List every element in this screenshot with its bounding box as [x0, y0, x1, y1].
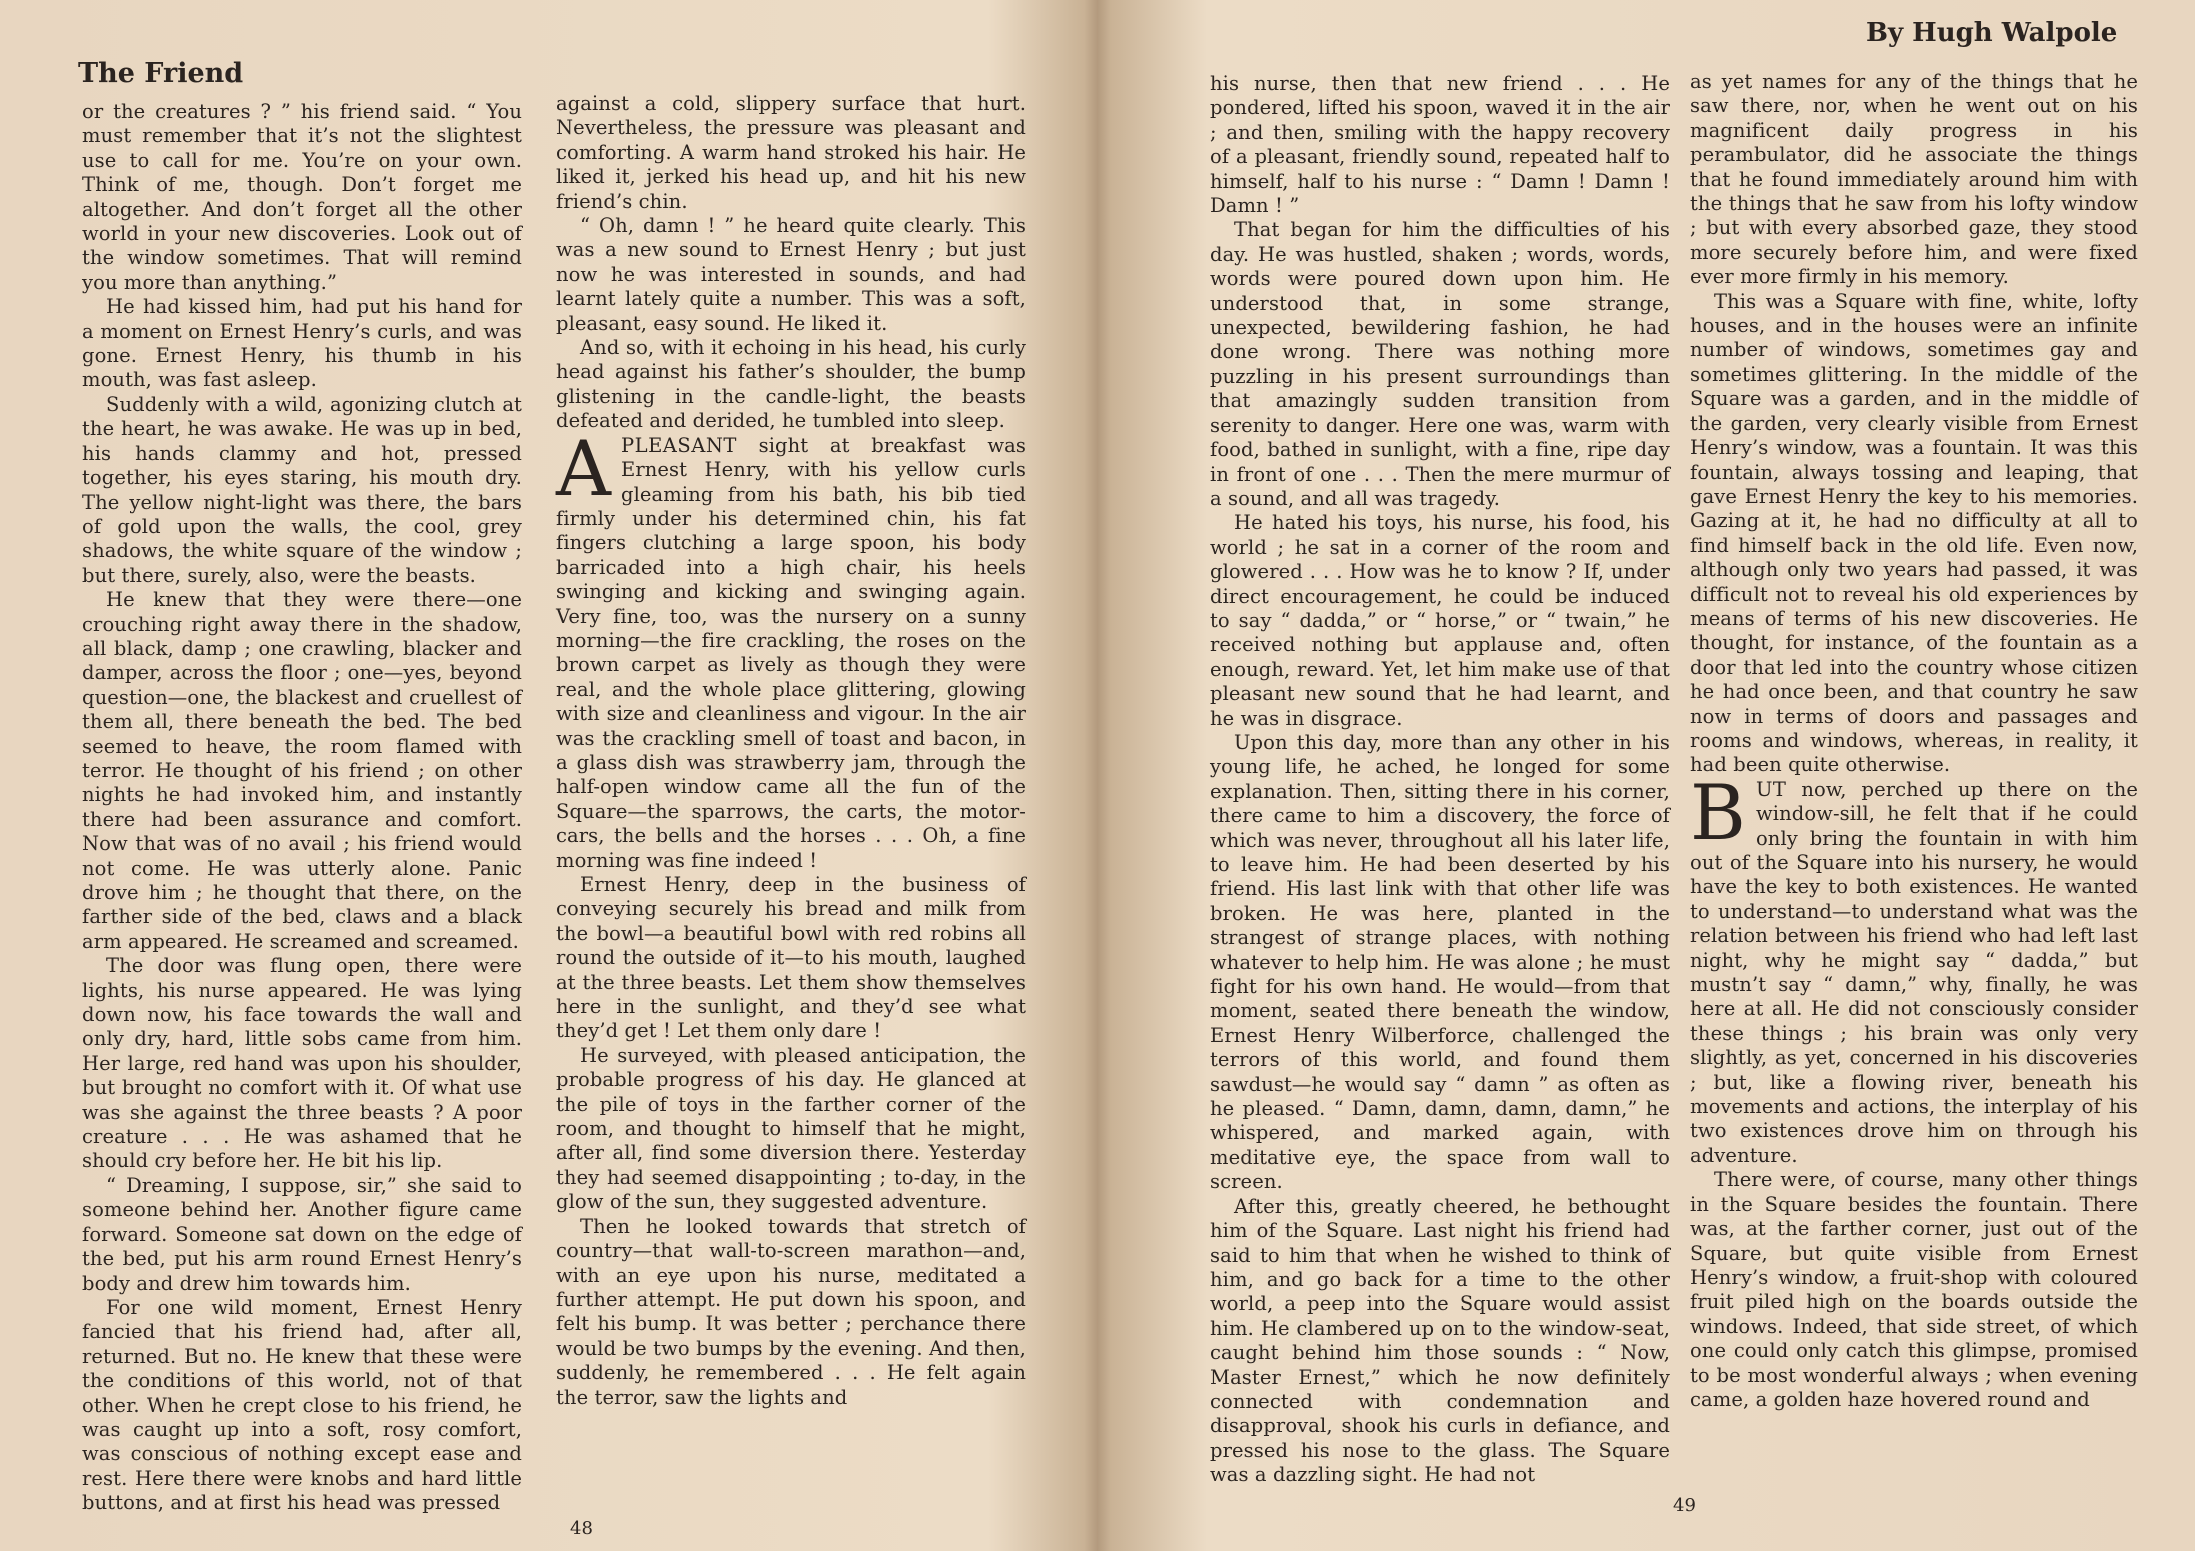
paragraph-text: now, perched up there on the window-sill, he felt that if he could only bring the fountain in with him out of the Square into his nursery, he would have the key to both existences. He wanted to understand—to understand what was the relation between his friend who had left last night, why he might say “ dadda,” but mustn’t say “ damn,” why, finally, he was here at all. He did not consciously consider these things ; his brain was only very slightly, as yet, concerned in his discoveries ; but, like a flowing river, beneath his movements and actions, the interplay of his two existences drove him on through his adventure.: [1690, 777, 2138, 1167]
paragraph: After this, greatly cheered, he bethought him of the Square. Last night his friend had said to him that when he wished to think of him, and go back for a time to the other world, a peep into the Square would assist him. He clambered up on to the window-seat, caught behind him those sounds : “ Now, Master Ernest,” which he now definitely connected with condemnation and disapproval, shook his curls in defiance, and pressed his nose to the glass. The Square was a dazzling sight. He had not: [1210, 1194, 1670, 1487]
left-column-1: [82, 100, 522, 1516]
paragraph: Then he looked towards that stretch of country—that wall-to-screen marathon—and, with an eye upon his nurse, meditated a further attempt. He put down his spoon, and felt his bump. It was better ; perchance there would be two bumps by the evening. And then, suddenly, he remembered . . . He felt again the terror, saw the lights and: [556, 1214, 1026, 1409]
paragraph-text: sight at breakfast was Ernest Henry, with his yellow curls gleaming from his bath, his bib tied firmly under his determined chin, his fat fingers clutching a large spoon, his body barricaded into a high chair, his heels swinging and kicking and swinging again. Very fine, too, was the nursery on a sunny morning—the fire crackling, the roses on the brown carpet as lively as though they were real, and the whole place glittering, glowing with size and cleanliness and vigour. In the air was the crackling smell of toast and bacon, in a glass dish was strawberry jam, through the half-open window came all the fun of the Square—the sparrows, the carts, the motor-cars, the bells and the horses . . . Oh, a fine morning was fine indeed !: [556, 433, 1026, 872]
paragraph: This was a Square with fine, white, lofty houses, and in the houses were an infinite number of windows, sometimes gay and sometimes glittering. In the middle of the Square was a garden, and in the middle of the garden, very clearly visible from Ernest Henry’s window, was a fountain. It was this fountain, always tossing and leaping, that gave Ernest Henry the key to his memories. Gazing at it, he had no difficulty at all to find himself back in the old life. Even now, although only two years had passed, it was difficult not to reveal his old experiences by means of terms of his new discoveries. He thought, for instance, of the fountain as a door that led into the country whose citizen he had once been, and that country he saw now in terms of doors and passages and rooms and windows, whereas, in reality, it had been quite otherwise.: [1690, 289, 2138, 777]
paragraph: Suddenly with a wild, agonizing clutch at the heart, he was awake. He was up in bed, his hands clammy and hot, pressed together, his eyes staring, his mouth dry. The yellow night-light was there, the bars of gold upon the walls, the cool, grey shadows, the white square of the window ; but there, surely, also, were the beasts.: [82, 392, 522, 587]
page-number: 49: [1673, 1495, 1696, 1516]
paragraph: For one wild moment, Ernest Henry fancied that his friend had, after all, returned. But no. He knew that these were the conditions of this world, not of that other. When he crept close to his friend, he was caught up into a soft, rosy comfort, was conscious of nothing except ease and rest. Here there were knobs and hard little buttons, and at first his head was pressed: [82, 1295, 522, 1515]
page-running-head: By Hugh Walpole: [1866, 18, 2118, 48]
paragraph: “ Oh, damn ! ” he heard quite clearly. This was a new sound to Ernest Henry ; but just now he was interested in sounds, and had learnt lately quite a number. This was a soft, pleasant, easy sound. He liked it.: [556, 214, 1026, 335]
small-caps-lead: PLEASANT: [621, 433, 737, 457]
paragraph: against a cold, slippery surface that hurt. Nevertheless, the pressure was pleasant and comforting. A warm hand stroked his hair. He liked it, jerked his head up, and hit his new friend’s chin.: [556, 92, 1026, 213]
paragraph: or the creatures ? ” his friend said. “ You must remember that it’s not the slightest use to call for me. You’re on your own. Think of me, though. Don’t forget me altogether. And don’t forget all the other world in your new discoveries. Look out of the window sometimes. That will remind you more than anything.”: [82, 100, 522, 294]
left-page: [0, 0, 1090, 1551]
page-running-head: The Friend: [78, 58, 244, 89]
paragraph: And so, with it echoing in his head, his curly head against his father’s shoulder, the bump glistening in the candle-light, the beasts defeated and derided, he tumbled into sleep.: [556, 336, 1026, 433]
section-opening-paragraph: [1690, 767, 2138, 1169]
paragraph: “ Dreaming, I suppose, sir,” she said to someone behind her. Another figure came forward. Someone sat down on the edge of the bed, put his arm round Ernest Henry’s body and drew him towards him.: [82, 1173, 522, 1295]
drop-cap: B: [1690, 767, 1746, 857]
paragraph: There were, of course, many other things in the Square besides the fountain. There was, at the farther corner, just out of the Square, but quite visible from Ernest Henry’s window, a fruit-shop with coloured fruit piled high on the boards outside the windows. Indeed, that side street, of which one could only catch this glimpse, promised to be most wonderful always ; when evening came, a golden haze hovered round and: [1690, 1168, 2138, 1411]
paragraph: his nurse, then that new friend . . . He pondered, lifted his spoon, waved it in the air ; and then, smiling with the happy recovery of a pleasant, friendly sound, repeated half to himself, half to his nurse : “ Damn ! Damn ! Damn ! ”: [1210, 72, 1670, 218]
paragraph: Ernest Henry, deep in the business of conveying securely his bread and milk from the bowl—a beautiful bowl with red robins all round the outside of it—to his mouth, laughed at the three beasts. Let them show themselves here in the sunlight, and they’d see what they’d get ! Let them only dare !: [556, 873, 1026, 1043]
paragraph: He hated his toys, his nurse, his food, his world ; he sat in a corner of the room and glowered . . . How was he to know ? If, under direct encouragement, he could be induced to say “ dadda,” or “ horse,” or “ twain,” he received nothing but applause and, often enough, reward. Yet, let him make use of that pleasant new sound that he had learnt, and he was in disgrace.: [1210, 511, 1670, 730]
right-column-2: [1690, 70, 2138, 1412]
paragraph: He surveyed, with pleased anticipation, the probable progress of his day. He glanced at the pile of toys in the farther corner of the room, and thought to himself that he might, after all, find some diversion there. Yesterday they had seemed disappointing ; to-day, in the glow of the sun, they suggested adventure.: [556, 1043, 1026, 1214]
paragraph: Upon this day, more than any other in his young life, he ached, he longed for some explanation. Then, sitting there in his corner, there came to him a discovery, the force of which was never, throughout all his later life, to leave him. He had been deserted by his friend. His last link with that other life was broken. He was here, planted in the strangest of strange places, with nothing whatever to help him. He was alone ; he must fight for his own hand. He would—from that moment, seated there beneath the window, Ernest Henry Wilberforce, challenged the terrors of this world, and found them sawdust—he would say “ damn ” as often as he pleased. “ Damn, damn, damn, damn,” he whispered, and marked again, with meditative eye, the space from wall to screen.: [1210, 730, 1670, 1194]
right-column-1: [1210, 72, 1670, 1488]
page-number: 48: [570, 1518, 593, 1539]
section-opening-paragraph: [556, 423, 1026, 873]
left-column-2: [556, 92, 1026, 1410]
paragraph: That began for him the difficulties of his day. He was hustled, shaken ; words, words, words were poured down upon him. He understood that, in some strange, unexpected, bewildering fashion, he had done wrong. There was nothing more puzzling in his present surroundings than that amazingly sudden transition from serenity to danger. Here one was, warm with food, bathed in sunlight, with a fine, ripe day in front of one . . . Then the mere murmur of a sound, and all was tragedy.: [1210, 218, 1670, 510]
right-page: [1098, 0, 2195, 1551]
paragraph: He knew that they were there—one crouching right away there in the shadow, all black, damp ; one crawling, blacker and damper, across the floor ; one—yes, beyond question—one, the blackest and cruellest of them all, there beneath the bed. The bed seemed to heave, the room flamed with terror. He thought of his friend ; on other nights he had invoked him, and instantly there had been assurance and comfort. Now that was of no avail ; his friend would not come. He was utterly alone. Panic drove him ; he thought that there, on the farther side of the bed, claws and a black arm appeared. He screamed and screamed.: [82, 588, 522, 953]
drop-cap: A: [556, 423, 611, 513]
paragraph: He had kissed him, had put his hand for a moment on Ernest Henry’s curls, and was gone. Ernest Henry, his thumb in his mouth, was fast asleep.: [82, 295, 522, 392]
paragraph: as yet names for any of the things that he saw there, nor, when he went out on his magnificent daily progress in his perambulator, did he associate the things that he found immediately around him with the things that he saw from his lofty window ; but with every absorbed gaze, they stood more securely before him, and were fixed ever more firmly in his memory.: [1690, 70, 2138, 289]
small-caps-lead: UT: [1755, 777, 1787, 801]
paragraph: The door was flung open, there were lights, his nurse appeared. He was lying down now, his face towards the wall and only dry, hard, little sobs came from him. Her large, red hand was upon his shoulder, but brought no comfort with it. Of what use was she against the three beasts ? A poor creature . . . He was ashamed that he should cry before her. He bit his lip.: [82, 954, 522, 1173]
